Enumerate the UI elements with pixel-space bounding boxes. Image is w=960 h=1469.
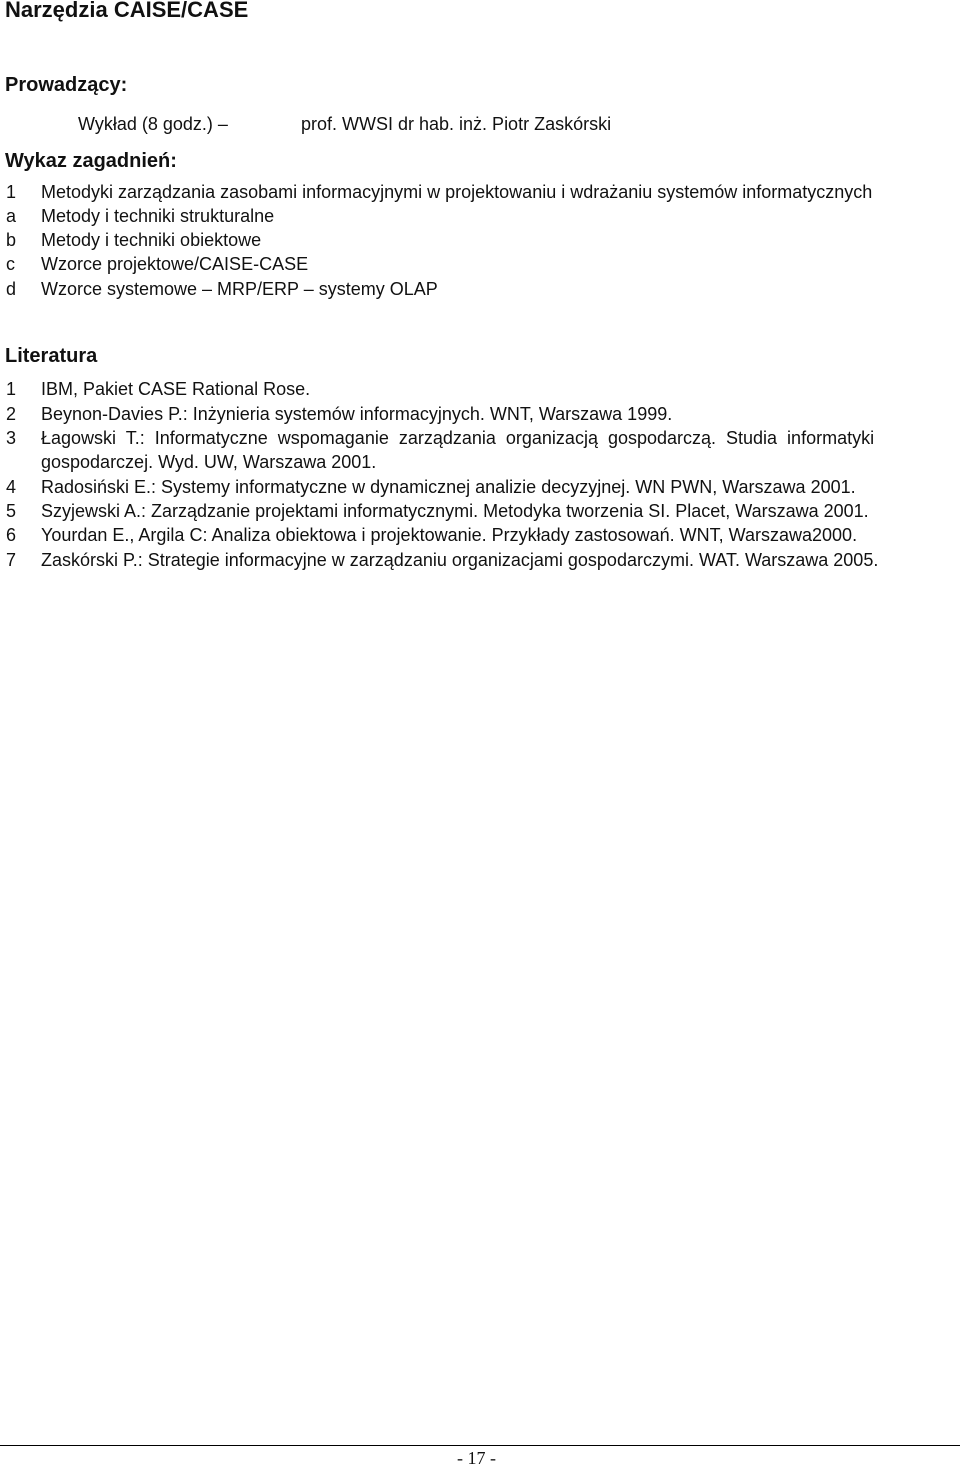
list-item-text: Wzorce systemowe – MRP/ERP – systemy OLAP	[41, 279, 438, 299]
list-item-number: 6	[6, 525, 17, 545]
list-item	[0, 230, 960, 254]
list-item	[0, 182, 960, 206]
list-item-text: Wzorce projektowe/CAISE-CASE	[41, 254, 309, 274]
list-item-text: IBM, Pakiet CASE Rational Rose.	[41, 379, 311, 399]
list-item-text: Metody i techniki obiektowe	[41, 230, 262, 250]
list-item-number: 5	[6, 501, 17, 521]
list-item-text: Metodyki zarządzania zasobami informacyjnymi w projektowaniu i wdrażaniu systemów informatycznych	[41, 182, 873, 202]
list-item-number: a	[6, 206, 17, 226]
list-item	[0, 501, 960, 525]
list-item-text: gospodarczej. Wyd. UW, Warszawa 2001.	[41, 452, 377, 472]
list-item	[0, 428, 960, 452]
prowadzacy-heading: Prowadzący:	[5, 74, 128, 96]
list-item-continuation	[0, 452, 960, 476]
list-item-number: d	[6, 279, 17, 299]
list-item	[0, 477, 960, 501]
list-item-number: 1	[6, 379, 17, 399]
list-item	[0, 550, 960, 574]
list-item-text: Łagowski T.: Informatyczne wspomaganie zarządzania organizacją gospodarczą. Studia informatyki	[41, 428, 875, 448]
list-item-number: c	[6, 254, 15, 274]
list-item-text: Yourdan E., Argila C: Analiza obiektowa i projektowanie. Przykłady zastosowań. WNT, Warszawa2000.	[41, 525, 858, 545]
zagadnienia-heading: Wykaz zagadnień:	[5, 150, 177, 172]
list-item-text: Beynon-Davies P.: Inżynieria systemów informacyjnych. WNT, Warszawa 1999.	[41, 404, 673, 424]
literatura-heading: Literatura	[5, 345, 98, 367]
list-item-text: Radosiński E.: Systemy informatyczne w dynamicznej analizie decyzyjnej. WN PWN, Warszawa 2001.	[41, 477, 856, 497]
document-title: Narzędzia CAISE/CASE	[5, 0, 249, 22]
list-item-text: Metody i techniki strukturalne	[41, 206, 275, 226]
list-item-number: 7	[6, 550, 17, 570]
lecturer-name: prof. WWSI dr hab. inż. Piotr Zaskórski	[301, 114, 612, 134]
list-item-number: 2	[6, 404, 17, 424]
footer-divider	[0, 1445, 960, 1446]
list-item	[0, 254, 960, 278]
list-item	[0, 404, 960, 428]
list-item	[0, 279, 960, 303]
list-item-number: 1	[6, 182, 17, 202]
list-item-text: Zaskórski P.: Strategie informacyjne w zarządzaniu organizacjami gospodarczymi. WAT. Warszawa 2005.	[41, 550, 879, 570]
lecture-type: Wykład (8 godz.) –	[78, 114, 228, 134]
list-item	[0, 206, 960, 230]
list-item-number: b	[6, 230, 17, 250]
list-item	[0, 525, 960, 549]
list-item	[0, 379, 960, 403]
list-item-text: Szyjewski A.: Zarządzanie projektami informatycznymi. Metodyka tworzenia SI. Placet, Warszawa 2001.	[41, 501, 869, 521]
page-number: - 17 -	[457, 1448, 496, 1468]
list-item-number: 3	[6, 428, 17, 448]
list-item-number: 4	[6, 477, 17, 497]
